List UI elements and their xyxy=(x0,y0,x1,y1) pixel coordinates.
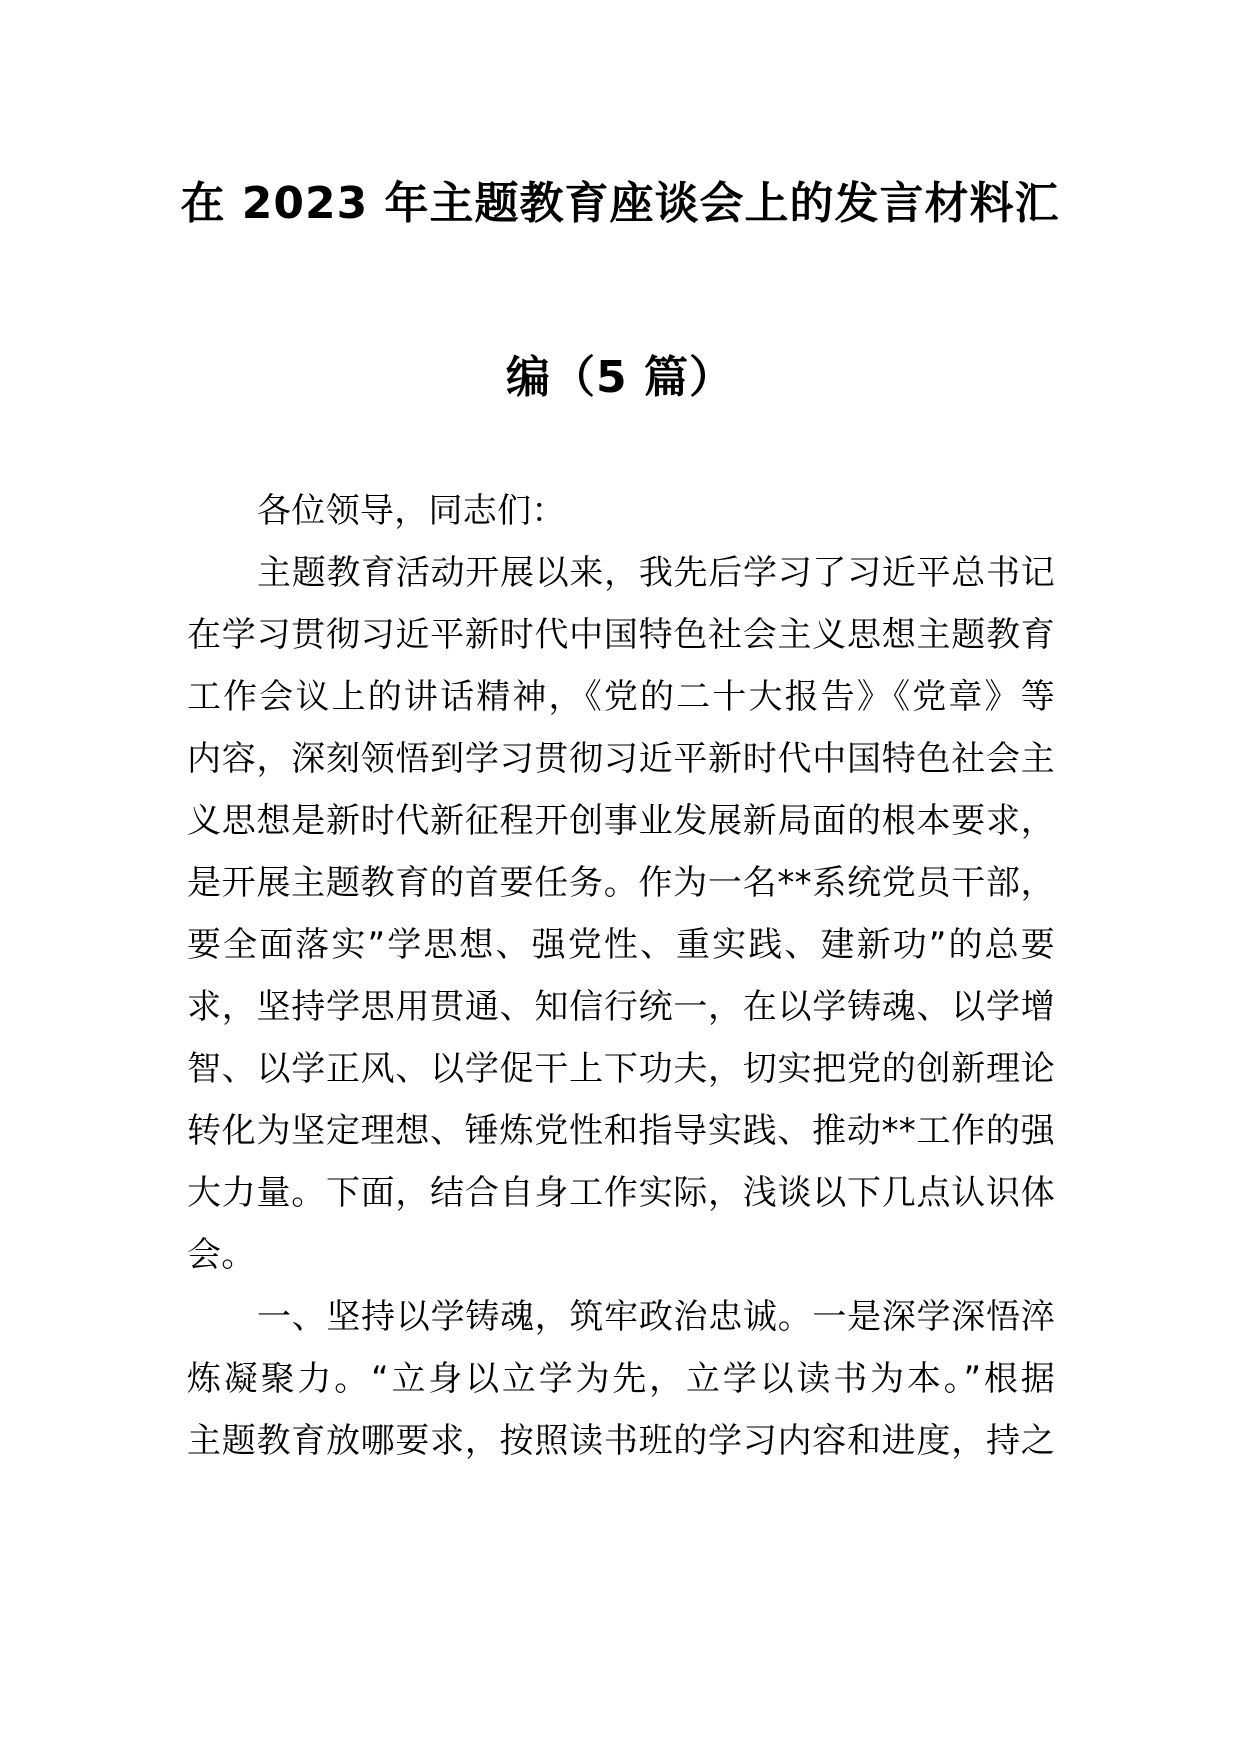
paragraph-line: 工作会议上的讲话精神，《党的二十大报告》《党章》等 xyxy=(187,677,1055,717)
paragraph-line: 是开展主题教育的首要任务。作为一名**系统党员干部， xyxy=(187,863,1055,903)
paragraph-line: 大力量。下面，结合自身工作实际，浅谈以下几点认识体 xyxy=(187,1173,1055,1213)
paragraph-line: 一、坚持以学铸魂，筑牢政治忠诚。一是深学深悟淬 xyxy=(257,1297,1055,1337)
paragraph-line: 转化为坚定理想、锤炼党性和指导实践、推动**工作的强 xyxy=(187,1111,1055,1151)
paragraph-line: 求，坚持学思用贯通、知信行统一，在以学铸魂、以学增 xyxy=(187,987,1055,1027)
document-title-line-1: 在 2023 年主题教育座谈会上的发言材料汇 xyxy=(180,178,1060,229)
paragraph-line: 义思想是新时代新征程开创事业发展新局面的根本要求， xyxy=(187,801,1055,841)
paragraph-line: 在学习贯彻习近平新时代中国特色社会主义思想主题教育 xyxy=(187,615,1055,655)
salutation: 各位领导，同志们： xyxy=(257,491,566,531)
paragraph-line: 会。 xyxy=(187,1235,256,1275)
paragraph-line: 智、以学正风、以学促干上下功夫，切实把党的创新理论 xyxy=(187,1049,1055,1089)
paragraph-line: 要全面落实”学思想、强党性、重实践、建新功”的总要 xyxy=(187,925,1055,965)
paragraph-line: 炼凝聚力。“立身以立学为先，立学以读书为本。”根据 xyxy=(187,1359,1055,1399)
paragraph-line: 主题教育活动开展以来，我先后学习了习近平总书记 xyxy=(257,553,1055,593)
paragraph-line: 内容，深刻领悟到学习贯彻习近平新时代中国特色社会主 xyxy=(187,739,1055,779)
document-title-line-2: 编（5 篇） xyxy=(506,352,734,403)
paragraph-line: 主题教育放哪要求，按照读书班的学习内容和进度，持之 xyxy=(187,1421,1055,1461)
